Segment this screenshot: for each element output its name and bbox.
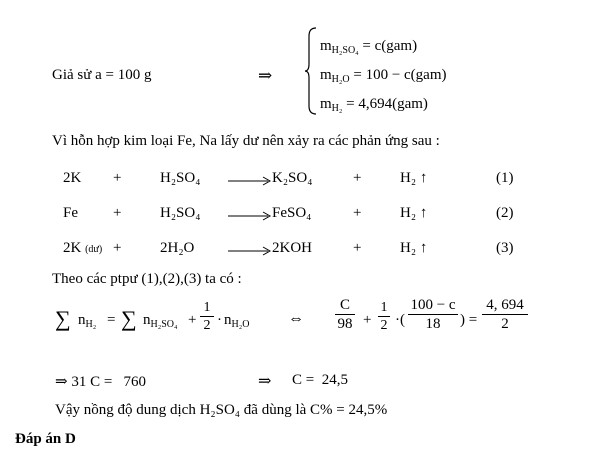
iff-arrow: ⇔ bbox=[288, 310, 304, 327]
reactant-2: H₂SO₄ bbox=[160, 170, 201, 186]
system-brace-icon bbox=[304, 26, 318, 116]
plus-sign: + bbox=[353, 240, 362, 256]
plus-sign: + bbox=[113, 240, 122, 256]
equation-number: (1) bbox=[496, 170, 514, 186]
result-left: ⇒ 31 C = 760 bbox=[55, 374, 147, 390]
reactant-2: 2H₂O bbox=[160, 240, 195, 256]
assumption-text: Giả sử a = 100 g bbox=[52, 67, 152, 83]
reaction-arrow-icon bbox=[228, 246, 272, 256]
sum-sign: ∑ bbox=[55, 306, 71, 331]
reaction-arrow-icon bbox=[228, 211, 272, 221]
system-line-1: $m_{H_2SO_4} = c(gam)$ bbox=[320, 38, 418, 56]
reactant-1: 2K bbox=[63, 170, 82, 186]
c-over-98-fraction: $\frac{C}{98}$ bbox=[335, 297, 355, 333]
reactant-2: H₂SO₄ bbox=[160, 205, 201, 221]
half-fraction: $\frac{1}{2}$ bbox=[378, 300, 390, 334]
conclusion-text: Vậy nồng độ dung dịch H₂SO₄ đã dùng là C% = 24,5% bbox=[55, 402, 388, 418]
system-line-2: $m_{H_2O} = 100 - c(gam)$ bbox=[320, 67, 447, 85]
equals-sign: = bbox=[107, 312, 116, 328]
hydrogen-fraction: $\frac{4, 694}{2}$ bbox=[482, 297, 528, 333]
product-1: K₂SO₄ bbox=[272, 170, 313, 186]
product-2: H₂ ↑ bbox=[400, 240, 428, 256]
water-fraction: $\frac{100 - c}{18}$ bbox=[408, 297, 458, 333]
plus-sign: + bbox=[363, 312, 372, 328]
plus-sign: + bbox=[353, 205, 362, 221]
product-1: FeSO₄ bbox=[272, 205, 312, 221]
reactant-1: Fe bbox=[63, 205, 78, 221]
sum-sign: ∑ bbox=[121, 306, 137, 331]
product-1: 2KOH bbox=[272, 240, 312, 256]
plus-sign: + bbox=[353, 170, 362, 186]
reactant-1: 2K (dư) bbox=[63, 240, 103, 256]
result-right: C = 24,5 bbox=[292, 372, 348, 388]
implies-arrow: ⇒ bbox=[258, 66, 273, 85]
product-2: H₂ ↑ bbox=[400, 205, 428, 221]
theo-text: Theo các ptpư (1),(2),(3) ta có : bbox=[52, 271, 242, 287]
mole-h2so4: $n_{H_2SO_4}$ bbox=[143, 312, 178, 330]
half-fraction: $\frac{1}{2}$ bbox=[200, 300, 214, 334]
system-line-3: $m_{H_2} = 4,694(gam)$ bbox=[320, 96, 428, 114]
equation-number: (2) bbox=[496, 205, 514, 221]
close-paren-equals: ) = bbox=[460, 312, 478, 328]
product-2: H₂ ↑ bbox=[400, 170, 428, 186]
answer-label: Đáp án D bbox=[15, 431, 76, 447]
implies-arrow: ⇒ bbox=[258, 373, 272, 390]
plus-sign: + bbox=[188, 312, 197, 328]
plus-sign: + bbox=[113, 170, 122, 186]
mole-h2o: $n_{H_2O}$ bbox=[224, 312, 250, 330]
open-paren: ·( bbox=[395, 312, 405, 328]
reaction-arrow-icon bbox=[228, 176, 272, 186]
mole-h2: $n_{H_2}$ bbox=[78, 312, 97, 330]
dot-sign: · bbox=[217, 312, 222, 328]
equation-number: (3) bbox=[496, 240, 514, 256]
plus-sign: + bbox=[113, 205, 122, 221]
intro-text: Vì hỗn hợp kim loại Fe, Na lấy dư nên xảy ra các phản ứng sau : bbox=[52, 133, 440, 149]
